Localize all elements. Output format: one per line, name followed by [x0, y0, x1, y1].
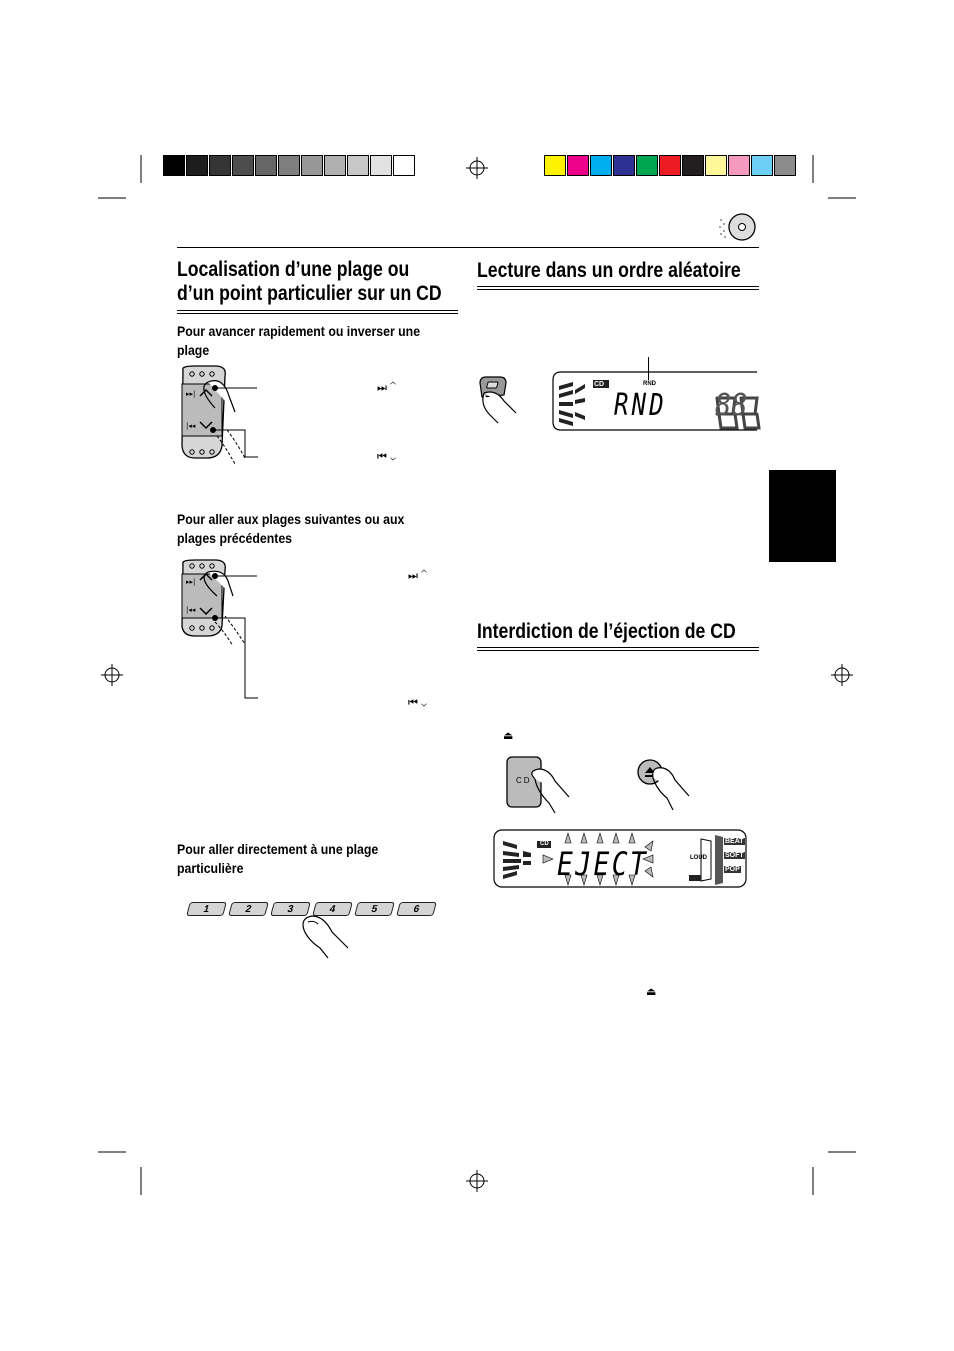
preset-button-1: 1 [186, 902, 227, 916]
cd-badge: CD [594, 381, 605, 388]
subheading-line: Pour aller aux plages suivantes ou aux [177, 511, 405, 527]
eq-label-soft: SOFT [725, 852, 744, 859]
svg-text:▸▸|: ▸▸| [186, 390, 196, 398]
color-swatch [567, 155, 589, 176]
display-digits: 88 [715, 388, 748, 423]
svg-text:|◂◂: |◂◂ [186, 422, 196, 430]
random-button-illustration [476, 375, 526, 425]
color-swatch [393, 155, 415, 176]
color-swatch [751, 155, 773, 176]
registration-mark-bottom [466, 1170, 488, 1192]
title-underline [477, 286, 759, 290]
eq-label-beat: BEAT [725, 838, 744, 845]
color-swatch [370, 155, 392, 176]
color-swatch [774, 155, 796, 176]
title-underline [177, 310, 458, 314]
loud-indicator: LOUD [690, 855, 707, 861]
color-swatch [613, 155, 635, 176]
color-swatch [186, 155, 208, 176]
color-swatch [544, 155, 566, 176]
preset-button-5: 5 [354, 902, 395, 916]
next-track-symbol: ⏭ ⌃ [377, 382, 396, 394]
cd-button-illustration [505, 755, 575, 815]
color-swatch [278, 155, 300, 176]
color-swatch [728, 155, 750, 176]
registration-mark-left [101, 664, 123, 686]
section-title-locate [177, 258, 442, 306]
color-swatch [636, 155, 658, 176]
header-rule [177, 247, 759, 248]
color-swatch [659, 155, 681, 176]
eject-symbol: ⏏ [503, 730, 514, 742]
subheading-line: Pour avancer rapidement ou inverser une [177, 323, 421, 339]
color-swatch [209, 155, 231, 176]
finger-pressing-preset [298, 910, 358, 970]
eject-button-illustration [637, 758, 697, 813]
section-title-random: Lecture dans un ordre aléatoire [477, 259, 741, 282]
preset-button-4: 4 [312, 902, 353, 916]
registration-mark-right [831, 664, 853, 686]
language-tab [769, 470, 836, 562]
color-swatch [705, 155, 727, 176]
subheading-fast-forward [177, 322, 420, 360]
color-swatch [163, 155, 185, 176]
section-title-eject-lock: Interdiction de l’éjection de CD [477, 620, 736, 643]
color-swatch [324, 155, 346, 176]
prev-track-symbol: ⏮ ⌄ [408, 697, 427, 709]
preset-button-2: 2 [228, 902, 269, 916]
next-track-symbol: ⏭ ⌃ [408, 570, 427, 582]
eject-symbol: ⏏ [646, 986, 657, 998]
display-text-rnd: RND [614, 388, 667, 423]
color-swatch [301, 155, 323, 176]
subheading-line: particulière [177, 860, 244, 876]
title-line: Localisation d’une plage ou [177, 258, 410, 281]
cd-button-label: CD [516, 776, 532, 785]
color-swatch [232, 155, 254, 176]
preset-button-6: 6 [396, 902, 437, 916]
color-swatch [347, 155, 369, 176]
subheading-line: plage [177, 342, 210, 358]
color-swatch [682, 155, 704, 176]
prev-track-symbol: ⏮ ⌄ [377, 451, 396, 463]
svg-text:▸▸|: ▸▸| [186, 578, 196, 586]
preset-button-3: 3 [270, 902, 311, 916]
registration-mark-top [466, 157, 488, 179]
subheading-line: Pour aller directement à une plage [177, 841, 379, 857]
rnd-indicator-leader [648, 357, 649, 380]
eq-label-pop: POP [725, 866, 740, 873]
color-swatch [255, 155, 277, 176]
display-text-eject: EJECT [557, 845, 649, 883]
subheading-direct-track [177, 840, 378, 878]
process-color-bar [544, 155, 797, 176]
subheading-skip-tracks [177, 510, 404, 548]
track-buttons-illustration-2 [175, 560, 465, 710]
color-swatch [590, 155, 612, 176]
title-underline [477, 647, 759, 651]
rnd-indicator-label: RND [643, 381, 656, 387]
title-line: d’un point particulier sur un CD [177, 282, 442, 305]
svg-text:|◂◂: |◂◂ [186, 606, 196, 614]
cd-badge: CD [540, 841, 549, 847]
track-buttons-illustration-1 [175, 366, 455, 466]
grayscale-color-bar [163, 155, 416, 176]
subheading-line: plages précédentes [177, 530, 293, 546]
cd-section-icon [715, 212, 759, 246]
